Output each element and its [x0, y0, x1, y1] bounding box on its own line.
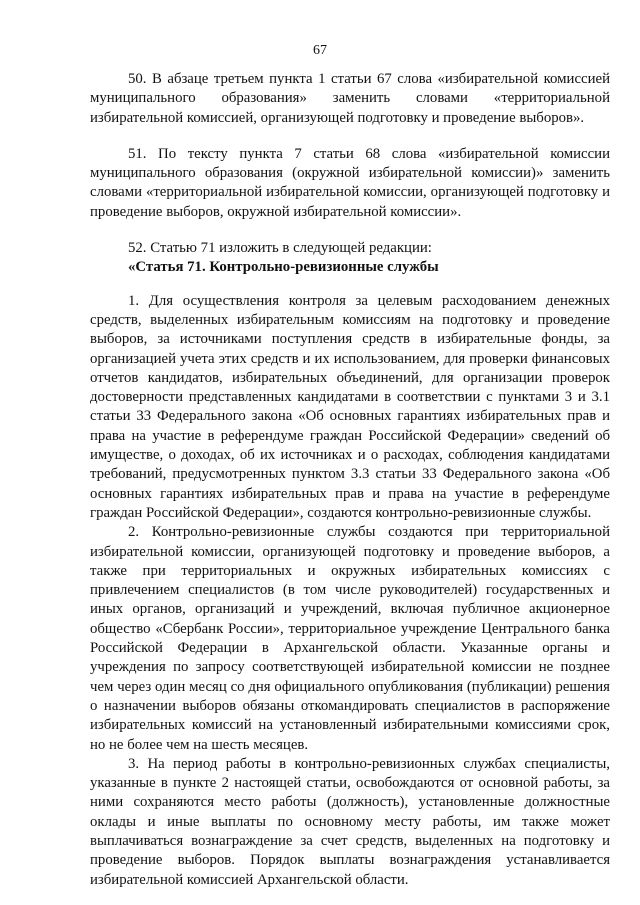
paragraph-gap [90, 222, 610, 239]
paragraph-gap [90, 128, 610, 145]
article-item-1: 1. Для осуществления контроля за целевым расходованием денежных средств, выделенных избирательным комиссиям на подготовку и проведение выборов, за источниками поступления средств в избирательные фонды, за организацией учета этих средств и их использованием, для проверки финансовых отчетов кандидатов, избирательных объединений, для организации проверок достоверности представленных кандидатами в соответствии с пунктами 3 и 3.1 статьи 33 Федерального закона «Об основных гарантиях избирательных прав и права на участие в референдуме граждан Российской Федерации» сведений об имуществе, о доходах, об их источниках и о расходах, соблюдения кандидатами требований, предусмотренных пунктом 3.3 статьи 33 Федерального закона «Об основных гарантиях избирательных прав и права на участие в референдуме граждан Российской Федерации», создаются контрольно-ревизионные службы. [90, 292, 610, 521]
article-item-3: 3. На период работы в контрольно-ревизионных службах специалисты, указанные в пункте 2 настоящей статьи, освобождаются от основной работы, за ними сохраняются место работы (должность), установленные должностные оклады и иные выплаты по основному месту работы, им также может выплачиваться вознаграждение за счет средств, выделенных на подготовку и проведение выборов. Порядок выплаты вознаграждения устанавливается избирательной комиссией Архангельской области. [90, 755, 610, 888]
paragraph-52: 52. Статью 71 изложить в следующей редакции: [128, 240, 432, 257]
paragraph-51: 51. По тексту пункта 7 статьи 68 слова «избирательной комиссии муниципального образования (окружной избирательной комиссии)» заменить словами «территориальной избирательной комиссии, организующей подготовку и проведение выборов, окружной избирательной комиссии». [90, 145, 610, 220]
page-number: 67 [313, 43, 327, 58]
article-71-heading: «Статья 71. Контрольно-ревизионные службы [128, 259, 439, 276]
paragraph-50: 50. В абзаце третьем пункта 1 статьи 67 слова «избирательной комиссией муниципального образования» заменить словами «территориальной избирательной комиссией, организующей подготовку и проведение выборов». [90, 71, 610, 126]
paragraph-gap [90, 278, 610, 292]
document-body [90, 70, 610, 890]
article-item-2: 2. Контрольно-ревизионные службы создаются при территориальной избирательной комиссии, организующей подготовку и проведение выборов, а также при территориальных и окружных избирательных комиссиях с привлечением специалистов (в том числе руководителей) государственных и иных органов, организаций и учреждений, включая публичное акционерное общество «Сбербанк России», территориальное учреждение Центрального банка Российской Федерации в Архангельской области. Указанные органы и учреждения по запросу соответствующей избирательной комиссии не позднее чем через один месяц со дня официального опубликования (публикации) решения о назначении выборов обязаны откомандировать специалистов в распоряжение избирательных комиссий на установленный избирательными комиссиями срок, но не более чем на шесть месяцев. [90, 524, 610, 753]
